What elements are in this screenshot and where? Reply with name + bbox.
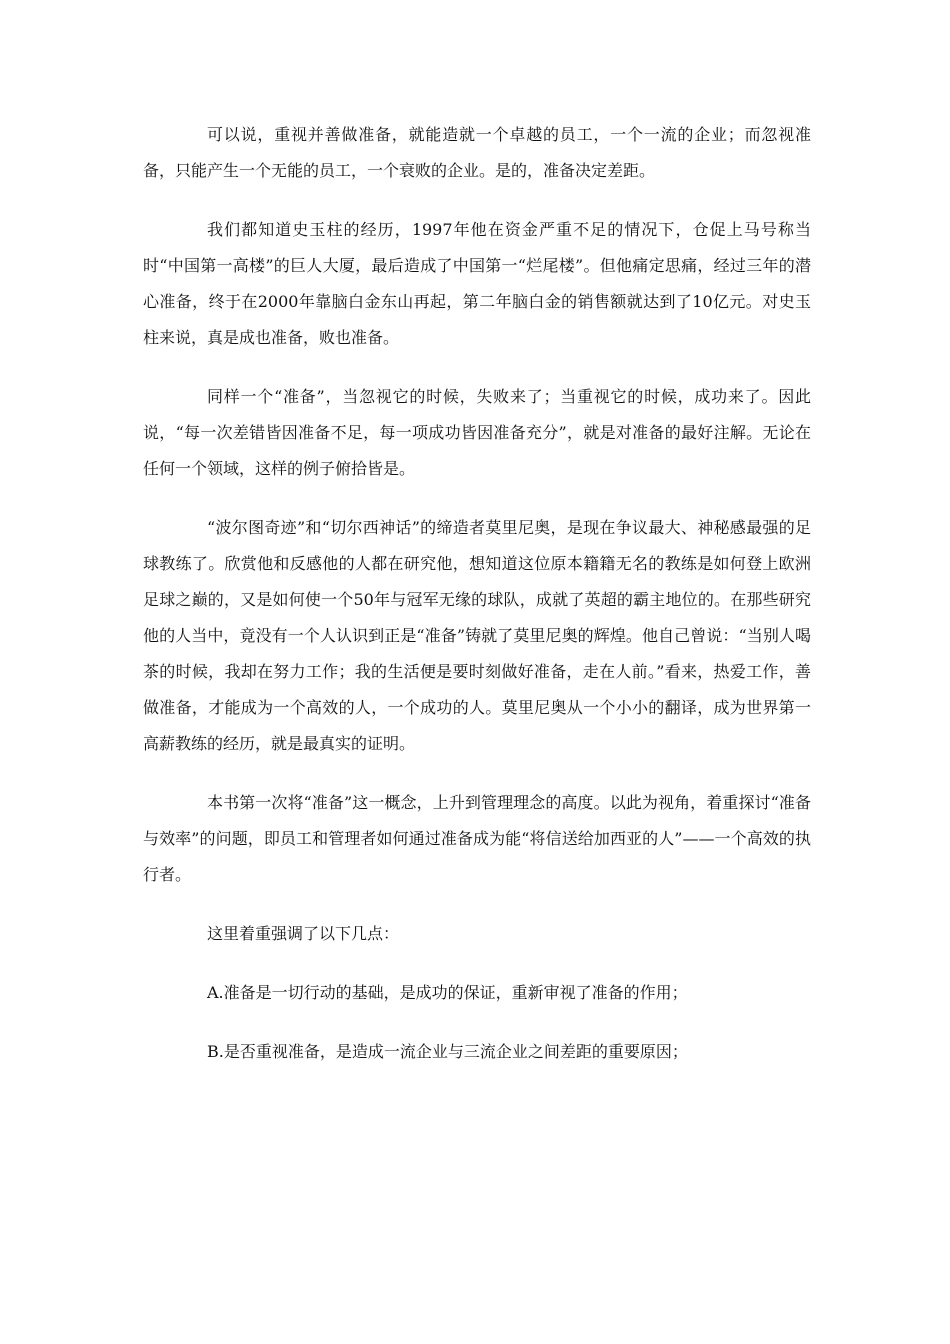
paragraph-same-preparation: 同样一个“准备”，当忽视它的时候，失败来了；当重视它的时候，成功来了。因此说，“每一次差错皆因准备不足，每一项成功皆因准备充分”，就是对准备的最好注解。无论在任何一个领域，这样的例子俯拾皆是。 bbox=[143, 387, 811, 478]
paragraph-preparation-decides-gap: 可以说，重视并善做准备，就能造就一个卓越的员工，一个一流的企业；而忽视准备，只能产生一个无能的员工，一个衰败的企业。是的，准备决定差距。 bbox=[143, 125, 811, 180]
document-body bbox=[143, 117, 811, 1093]
paragraph-mourinho: “波尔图奇迹”和“切尔西神话”的缔造者莫里尼奥，是现在争议最大、神秘感最强的足球教练了。欣赏他和反感他的人都在研究他，想知道这位原本籍籍无名的教练是如何登上欧洲足球之巅的，又是如何使一个50年与冠军无缘的球队，成就了英超的霸主地位的。在那些研究他的人当中，竟没有一个人认识到正是“准备”铸就了莫里尼奥的辉煌。他自己曾说：“当别人喝茶的时候，我却在努力工作；我的生活便是要时刻做好准备，走在人前。”看来，热爱工作，善做准备，才能成为一个高效的人，一个成功的人。莫里尼奥从一个小小的翻译，成为世界第一高薪教练的经历，就是最真实的证明。 bbox=[143, 518, 811, 753]
list-item-a: A.准备是一切行动的基础，是成功的保证，重新审视了准备的作用； bbox=[207, 983, 688, 1002]
list-item-b: B.是否重视准备，是造成一流企业与三流企业之间差距的重要原因； bbox=[207, 1042, 688, 1061]
paragraph-book-intro: 本书第一次将“准备”这一概念，上升到管理理念的高度。以此为视角，着重探讨“准备与效率”的问题，即员工和管理者如何通过准备成为能“将信送给加西亚的人”——一个高效的执行者。 bbox=[143, 793, 811, 884]
paragraph-key-points-intro: 这里着重强调了以下几点： bbox=[207, 924, 400, 943]
paragraph-shi-yuzhu: 我们都知道史玉柱的经历，1997年他在资金严重不足的情况下，仓促上马号称当时“中国第一高楼”的巨人大厦，最后造成了中国第一“烂尾楼”。但他痛定思痛，经过三年的潜心准备，终于在2000年靠脑白金东山再起，第二年脑白金的销售额就达到了10亿元。对史玉柱来说，真是成也准备，败也准备。 bbox=[143, 220, 811, 347]
